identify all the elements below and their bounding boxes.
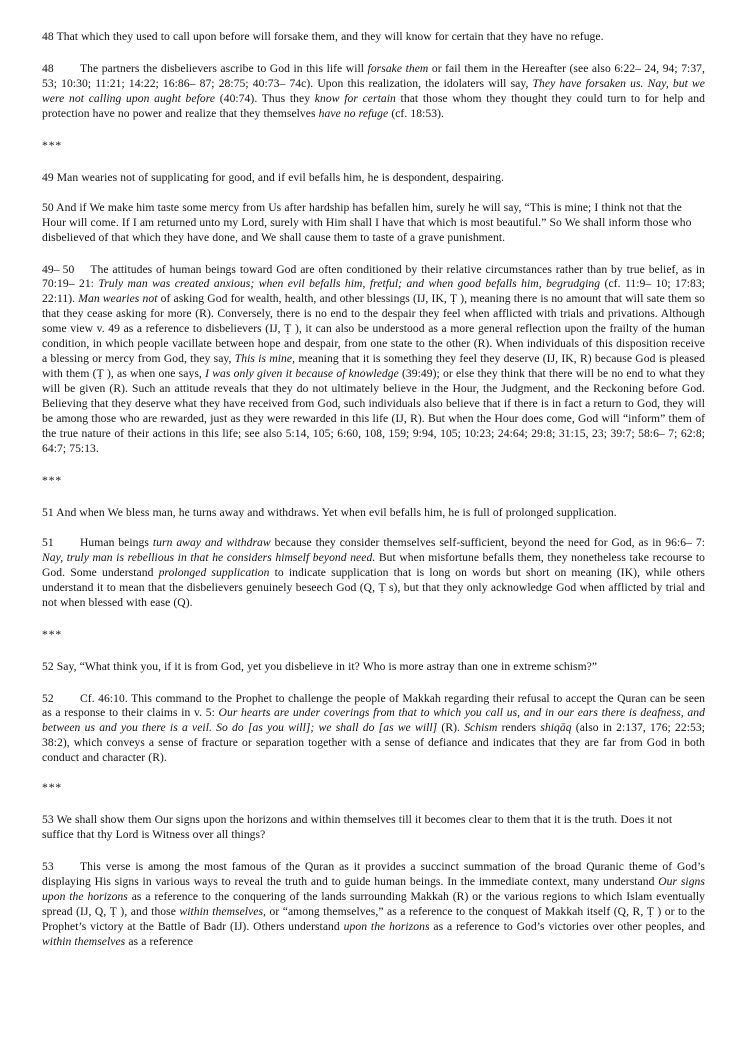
number-gap [64, 536, 80, 551]
text-run: of asking God for wealth, health, and other blessings (IJ, IK, Ṭ ), meaning there is no amount that will sate them so that they cease asking for more (R). Conversely, there is no end to the despair they feel when afflicted with trials and privations. Although some view v. 49 as a reference to disbelievers (IJ, Ṭ ), it can also be understood as a more general reflection upon the frailty of the human condition, in which people vacillate between hope and despair, from one state to the other (R). When individuals of this disposition receive a blessing or mercy from God, they say, [42, 292, 705, 366]
text-run: or “among themselves,” as a reference to the conquest of Makkah itself (Q, R, Ṭ ) or to the Prophet’s victory at the Battle of Badr (IJ). Others understand [42, 904, 705, 933]
vertical-spacer [42, 489, 705, 506]
verse-paragraph-52 [42, 660, 705, 675]
commentary-verse-number: 49– 50 [42, 262, 75, 276]
verse-paragraph-50 [42, 201, 705, 246]
quoted-phrase: Truly man was created anxious; when evil befalls him, fretful; and when good befalls him, begrudging [98, 277, 601, 291]
text-run: (39:49); or else they think that there will be no end to what they will be given (R). Such an attitude reveals that they do not ultimately believe in the Hour, the Judgment, and the Reckoning before God. Believing that they deserve what they have received from God, such individuals also believe that if there is in fact a return to God, they will be among those who are rewarded, just as they were rewarded in this life (IJ, R). But when the Hour does come, God will “inform” them of the true nature of their actions in this life; see also 5:14, 105; 6:60, 108, 159; 9:94, 105; 10:23; 24:64; 29:8; 31:15, 23; 39:7; 58:6– 7; 62:8; 64:7; 75:13. [42, 367, 706, 455]
text-run: The partners the disbelievers ascribe to God in this life will [80, 61, 368, 75]
number-gap [74, 263, 90, 278]
vertical-spacer [42, 457, 705, 474]
section-separator: *** [42, 138, 63, 152]
text-run: 49 Man wearies not of supplicating for good, and if evil befalls him, he is despondent, despairing. [42, 170, 504, 184]
vertical-spacer [42, 186, 705, 201]
verse-paragraph-53 [42, 813, 705, 843]
quoted-phrase: Schism [464, 721, 498, 735]
text-run: as a reference [125, 934, 194, 948]
quoted-phrase: within themselves, [179, 904, 266, 918]
vertical-spacer [42, 246, 705, 263]
commentary-paragraph-53 [42, 860, 705, 950]
verse-paragraph-49 [42, 171, 705, 186]
text-run: (cf. 11:9– 10; 17:83; 22:11). [42, 277, 706, 306]
vertical-spacer [42, 122, 705, 139]
quoted-phrase: forsake them [367, 61, 429, 75]
text-run: The attitudes of human beings toward God are often conditioned by their relative circumstances rather than by true belief, as in 70:19– 21: [42, 262, 705, 291]
text-run: (also in 2:137, 176; 22:53; 38:2), which conveys a sense of fracture or separation together with a sense of defiance and indicates that they are far from God in both conduct and character (R). [42, 721, 706, 765]
page-content [42, 30, 705, 950]
text-run: (R). [437, 721, 465, 735]
text-run: as a reference to God’s victories over other peoples, and [429, 919, 705, 933]
text-run: 52 Say, “What think you, if it is from God, yet you disbelieve in it? Who is more astray than one in extreme schism?” [42, 659, 598, 673]
section-separator: *** [42, 781, 63, 795]
text-run: 51 And when We bless man, he turns away and withdraws. Yet when evil befalls him, he is full of prolonged supplication. [42, 505, 617, 519]
verse-paragraph-51 [42, 506, 705, 521]
commentary-verse-number: 48 [42, 61, 54, 75]
number-gap [64, 860, 80, 875]
quoted-phrase: Man wearies not [78, 292, 158, 306]
commentary-verse-number: 51 [42, 535, 54, 549]
quoted-phrase: Our signs upon the horizons [42, 875, 705, 904]
text-run: or fail them in the Hereafter (see also 6:22– 24, 94; 7:37, 53; 10:30; 11:21; 14:22; 16:86– 87; 28:75; 40:73– 74c). Upon this realization, the idolaters will say, [42, 61, 705, 90]
text-run: But when misfortune befalls them, they nonetheless take recourse to God. Some understand [42, 550, 705, 579]
quoted-phrase: upon the horizons [343, 919, 430, 933]
commentary-paragraph-49-50 [42, 263, 705, 457]
quoted-phrase: They have forsaken us. Nay, but we were not calling upon aught before [42, 76, 705, 105]
quoted-phrase: prolonged supplication [158, 565, 270, 579]
commentary-verse-number: 52 [42, 691, 54, 705]
text-run: because they consider themselves self-sufficient, beyond the need for God, as in 96:6– 7: [270, 535, 705, 549]
text-run: as a reference to the conquering of the lands surrounding Makkah (R) or the various regions to which Islam eventually spread (IJ, Q, Ṭ ), and those [42, 890, 706, 918]
commentary-paragraph-48 [42, 62, 705, 122]
text-run: (cf. 18:53). [388, 106, 444, 120]
quoted-phrase: have no refuge [318, 106, 389, 120]
commentary-paragraph-51 [42, 536, 705, 611]
quoted-phrase: know for certain [314, 91, 396, 105]
vertical-spacer [42, 521, 705, 536]
vertical-spacer [42, 611, 705, 628]
vertical-spacer [42, 675, 705, 692]
text-run: renders [497, 721, 541, 735]
section-separator: *** [42, 627, 63, 641]
quoted-phrase: Our hearts are under coverings from that to which you call us, and in our ears there is deafness, and between us and you there is a veil. So do [as you will]; we shall do [as we will] [42, 706, 705, 735]
text-run: 50 And if We make him taste some mercy from Us after hardship has befallen him, surely he will say, “This is mine; I think not that the Hour will come. If I am returned unto my Lord, surely with Him shall I have that which is most beautiful.” So We shall inform those who disbelieved of that which they have done, and We shall cause them to taste of a grave punishment. [42, 200, 692, 244]
text-run: meaning that it is something they feel they deserve (IJ, IK, R) because God is pleased with them (Ṭ ), as when one says, [42, 352, 705, 381]
vertical-spacer [42, 796, 705, 813]
quoted-phrase: Nay, truly man is rebellious in that he considers himself beyond need. [42, 550, 376, 564]
quoted-phrase: turn away and withdraw [152, 535, 271, 549]
vertical-spacer [42, 766, 705, 781]
quoted-phrase: I was only given it because of knowledge [205, 367, 399, 381]
quoted-phrase: within themselves [42, 934, 126, 948]
vertical-spacer [42, 843, 705, 860]
text-run: that those whom they thought they could turn to for help and protection have no power and realize that they themselves [42, 91, 705, 120]
vertical-spacer [42, 643, 705, 660]
text-run: This verse is among the most famous of the Quran as it provides a succinct summation of the broad Quranic theme of God’s displaying His signs in various ways to reveal the truth and to guide human beings. In the immediate context, many understand [42, 860, 705, 889]
quoted-phrase: This is mine, [234, 352, 296, 366]
quoted-phrase: shiqāq [540, 721, 572, 735]
number-gap [64, 692, 80, 707]
text-run: Human beings [80, 535, 153, 549]
verse-paragraph-48 [42, 30, 705, 45]
number-gap [64, 62, 80, 77]
text-run: to indicate supplication that is long on words but short on meaning (IK), while others understand it to mean that the disbelievers genuinely beseech God (Q, Ṭ s), but that they only acknowledge God when afflicted by trial and not when blessed with ease (Q). [42, 565, 705, 609]
text-run: Cf. 46:10. This command to the Prophet to challenge the people of Makkah regarding their refusal to accept the Quran can be seen as a response to their claims in v. 5: [42, 691, 705, 720]
commentary-verse-number: 53 [42, 860, 54, 874]
text-run: 53 We shall show them Our signs upon the horizons and within themselves till it becomes clear to them that it is the truth. Does it not suffice that thy Lord is Witness over all things? [42, 813, 673, 842]
section-separator: *** [42, 473, 63, 487]
text-run: (40:74). Thus they [215, 91, 315, 105]
commentary-paragraph-52 [42, 692, 705, 767]
vertical-spacer [42, 154, 705, 171]
vertical-spacer [42, 45, 705, 62]
text-run: 48 That which they used to call upon before will forsake them, and they will know for certain that they have no refuge. [42, 30, 604, 43]
